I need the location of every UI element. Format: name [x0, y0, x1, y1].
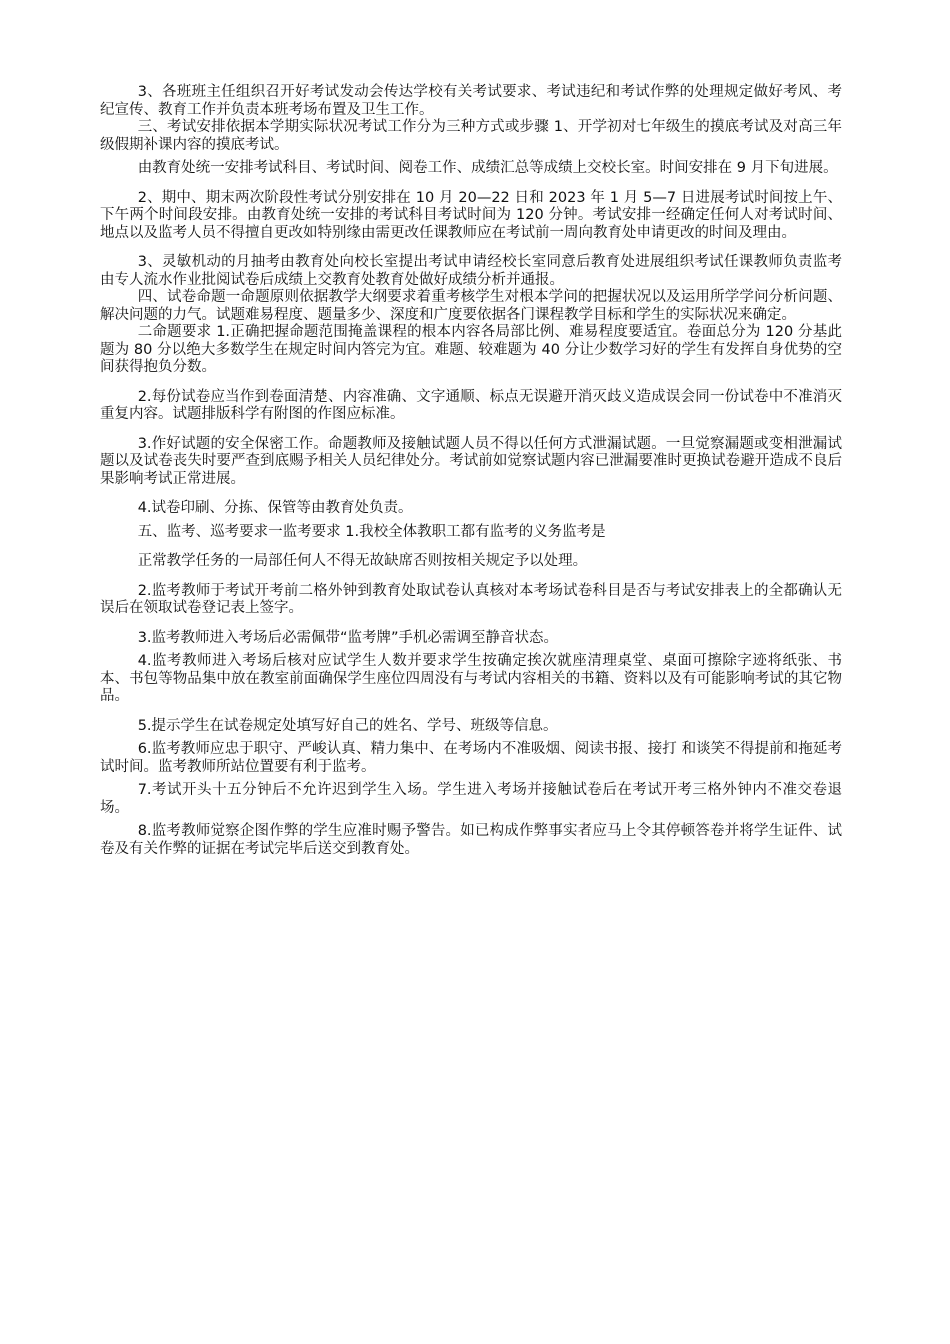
- paragraph: 五、监考、巡考要求一监考要求 1.我校全体教职工都有监考的义务监考是: [137, 523, 606, 540]
- paragraph: 3、各班班主任组织召开好考试发动会传达学校有关考试要求、考试违纪和考试作弊的处理规定做好考风、考纪宣传、教育工作并负责本班考场布置及卫生工作。: [100, 84, 842, 118]
- paragraph: 三、考试安排依据本学期实际状况考试工作分为三种方式或步骤 1、开学初对七年级生的摸底考试及对高三年级假期补课内容的摸底考试。: [100, 119, 842, 153]
- paragraph: 四、试卷命题一命题原则依据教学大纲要求着重考核学生对根本学问的把握状况以及运用所学学问分析问题、解决问题的力气。试题难易程度、题量多少、深度和广度要依据各门课程教学目标和学生的实际状况来确定。: [100, 289, 842, 323]
- paragraph: 由教育处统一安排考试科目、考试时间、阅卷工作、成绩汇总等成绩上交校长室。时间安排在 9 月下旬进展。: [137, 160, 838, 176]
- paragraph: 2.监考教师于考试开考前二格外钟到教育处取试卷认真核对本考场试卷科目是否与考试安排表上的全都确认无误后在领取试卷登记表上签字。: [100, 582, 842, 616]
- paragraph: 3、灵敏机动的月抽考由教育处向校长室提出考试申请经校长室同意后教育处进展组织考试任课教师负责监考由专人流水作业批阅试卷后成绩上交教育处教育处做好成绩分析并通报。: [100, 254, 842, 288]
- paragraph: 3.作好试题的安全保密工作。命题教师及接触试题人员不得以任何方式泄漏试题。一旦觉察漏题或变相泄漏试题以及试卷丧失时要严查到底赐予相关人员纪律处分。考试前如觉察试题内容已泄漏要准时更换试卷避开造成不良后果影响考试正常进展。: [100, 435, 842, 487]
- paragraph: 2、期中、期末两次阶段性考试分别安排在 10 月 20—22 日和 2023 年 1 月 5—7 日进展考试时间按上午、下午两个时间段安排。由教育处统一安排的考试科目考试时间为 120 分钟。考试安排一经确定任何人对考试时间、地点以及监考人员不得擅自更改如特别缘由需更改任课教师应在考试前一周向教育处申请更改的时间及理由。: [100, 189, 842, 241]
- paragraph: 3.监考教师进入考场后必需佩带“监考牌”手机必需调至静音状态。: [137, 629, 559, 646]
- paragraph: 5.提示学生在试卷规定处填写好自己的姓名、学号、班级等信息。: [137, 717, 558, 734]
- paragraph: 二命题要求 1.正确把握命题范围掩盖课程的根本内容各局部比例、难易程度要适宜。卷面总分为 120 分基此题为 80 分以绝大多数学生在规定时间内答完为宜。难题、较难题为 40 分让少数学习好的学生有发挥自身优势的空间获得抱负分数。: [100, 324, 842, 375]
- paragraph: 2.每份试卷应当作到卷面清楚、内容准确、文字通顺、标点无误避开消灭歧义造成误会同一份试卷中不准消灭重复内容。试题排版科学有附图的作图应标准。: [100, 388, 842, 422]
- paragraph: 正常教学任务的一局部任何人不得无故缺席否则按相关规定予以处理。: [137, 553, 588, 569]
- document-body: [100, 84, 842, 858]
- paragraph: 7.考试开头十五分钟后不允许迟到学生入场。学生进入考场并接触试卷后在考试开考三格外钟内不准交卷退场。: [100, 782, 842, 816]
- paragraph: 8.监考教师觉察企图作弊的学生应准时赐予警告。如已构成作弊事实者应马上令其停顿答卷并将学生证件、试卷及有关作弊的证据在考试完毕后送交到教育处。: [100, 823, 842, 857]
- paragraph: 6.监考教师应忠于职守、严峻认真、精力集中、在考场内不准吸烟、阅读书报、接打 和谈笑不得提前和拖延考试时间。监考教师所站位置要有利于监考。: [100, 741, 842, 775]
- paragraph: 4.监考教师进入考场后核对应试学生人数并要求学生按确定挨次就座清理桌堂、桌面可擦除字迹将纸张、书本、书包等物品集中放在教室前面确保学生座位四周没有与考试内容相关的书籍、资料以及有可能影响考试的其它物品。: [100, 653, 842, 704]
- paragraph: 4.试卷印刷、分拣、保管等由教育处负责。: [137, 500, 413, 516]
